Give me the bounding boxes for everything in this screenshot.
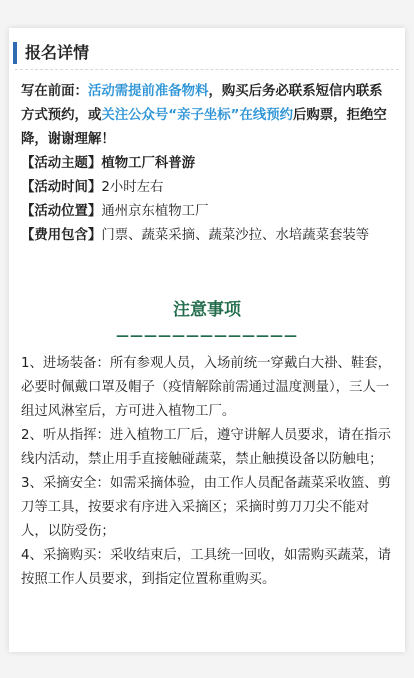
- accent-bar: [13, 42, 17, 64]
- time-label: 【活动时间】: [21, 180, 102, 195]
- notice-underline: —————————————: [116, 329, 298, 344]
- location-value: 通州京东植物工厂: [101, 204, 209, 219]
- intro-middle: ，购买后务必联系短信内联系方式预约，或: [21, 84, 383, 123]
- notice-title: 注意事项: [173, 300, 241, 320]
- section-header: [9, 40, 405, 68]
- time-value: 2小时左右: [101, 180, 164, 195]
- details-content: [21, 80, 395, 248]
- notice-item: 1、进场装备：所有参观人员，入场前统一穿戴白大褂、鞋套，必要时佩戴口罩及帽子（疫情解除前需通过温度测量），三人一组过风淋室后，方可进入植物工厂。: [21, 356, 392, 419]
- section-title: 报名详情: [25, 43, 90, 62]
- fee-label: 【费用包含】: [21, 228, 102, 243]
- notice-item: 2、听从指挥：进入植物工厂后，遵守讲解人员要求，请在指示线内活动，禁止用手直接触碰蔬菜，禁止触摸设备以防触电；: [21, 428, 392, 467]
- detail-row-fee: [21, 224, 395, 248]
- notice-list: [21, 352, 395, 592]
- intro-suffix: 后购票，拒绝空降，谢谢理解！: [21, 108, 387, 147]
- intro-prefix: 写在前面：: [21, 84, 88, 99]
- detail-row-time: [21, 176, 395, 200]
- detail-row-location: [21, 200, 395, 224]
- location-label: 【活动位置】: [21, 204, 102, 219]
- notice-item: 4、采摘购买：采收结束后，工具统一回收，如需购买蔬菜，请按照工作人员要求，到指定位置称重购买。: [21, 548, 392, 587]
- theme-value: 植物工厂科普游: [101, 156, 196, 171]
- intro-highlight-official-account: 关注公众号“亲子坐标”在线预约: [101, 108, 294, 123]
- detail-row-theme: [21, 152, 395, 176]
- registration-details-card: [9, 28, 405, 652]
- notice-heading: [9, 298, 405, 346]
- intro-paragraph: [21, 80, 395, 152]
- intro-highlight-materials: 活动需提前准备物料: [87, 84, 209, 99]
- header-divider: [15, 69, 399, 70]
- theme-label: 【活动主题】: [21, 156, 102, 171]
- notice-item: 3、采摘安全：如需采摘体验，由工作人员配备蔬菜采收篮、剪刀等工具，按要求有序进入采摘区；采摘时剪刀刀尖不能对人，以防受伤；: [21, 476, 392, 539]
- fee-value: 门票、蔬菜采摘、蔬菜沙拉、水培蔬菜套装等: [101, 228, 370, 243]
